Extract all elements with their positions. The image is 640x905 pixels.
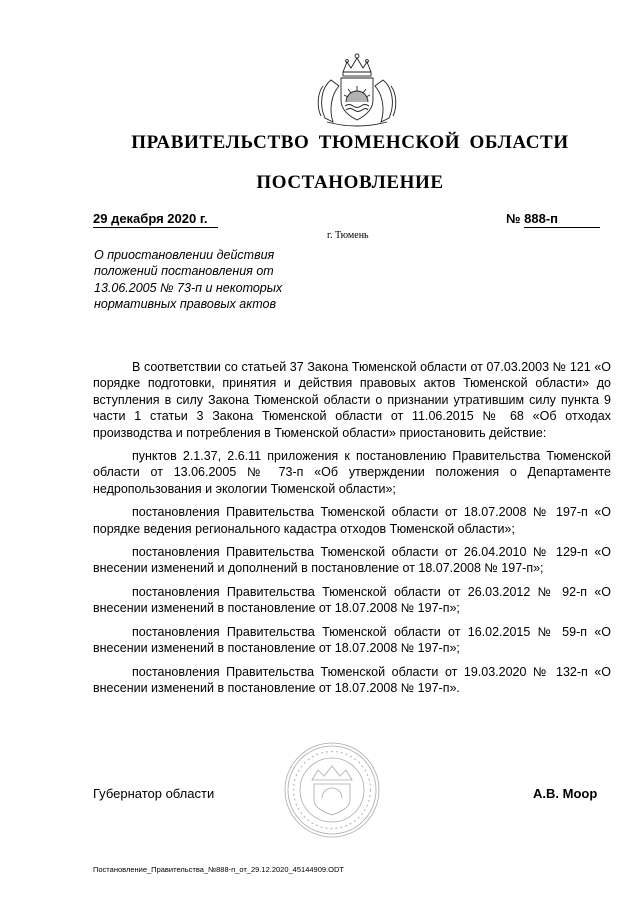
document-number [506, 211, 600, 228]
paragraph-intro: В соответствии со статьей 37 Закона Тюменской области от 07.03.2003 № 121 «О порядке подготовки, принятия и действия правовых актов Тюменской области» до вступления в силу Закона Тюменской области о признании утратившим силу пункта 9 части 1 статьи 3 Закона Тюменской области от 11.06.2015 № 68 «Об отходах производства и потребления в Тюменской области» приостановить действие: [93, 360, 611, 440]
number-sign: № [506, 211, 521, 226]
document-date: 29 декабря 2020 г. [93, 211, 218, 228]
paragraph-item: постановления Правительства Тюменской области от 26.04.2010 № 129-п «О внесении изменений и дополнений в постановление от 18.07.2008 № 197-п»; [93, 545, 611, 576]
official-seal-stamp [282, 740, 382, 840]
document-type-title: ПОСТАНОВЛЕНИЕ [256, 172, 444, 193]
document-city: г. Тюмень [327, 230, 369, 241]
paragraph-item: постановления Правительства Тюменской области от 19.03.2020 № 132-п «О внесении изменений в постановление от 18.07.2008 № 197-п». [93, 664, 611, 695]
number-value: 888-п [524, 211, 600, 228]
paragraph-item: постановления Правительства Тюменской области от 18.07.2008 № 197-п «О порядке ведения регионального кадастра отходов Тюменской области»; [93, 505, 611, 536]
paragraph-item: постановления Правительства Тюменской области от 16.02.2015 № 59-п «О внесении изменений в постановление от 18.07.2008 № 197-п»; [93, 624, 611, 656]
signer-name: А.В. Моор [533, 786, 598, 801]
document-body [93, 359, 611, 703]
coat-of-arms-emblem [313, 50, 401, 128]
file-name-footer: Постановление_Правительства_№888-п_от_29.12.2020_45144909.ODT [93, 865, 344, 874]
government-title: ПРАВИТЕЛЬСТВО ТЮМЕНСКОЙ ОБЛАСТИ [131, 132, 569, 153]
signer-position: Губернатор области [93, 786, 215, 801]
document-subject: О приостановлении действия положений постановления от 13.06.2005 № 73-п и некоторых нормативных правовых актов [94, 248, 283, 311]
paragraph-item: постановления Правительства Тюменской области от 26.03.2012 № 92-п «О внесении изменений в постановление от 18.07.2008 № 197-п»; [93, 584, 611, 616]
paragraph-item: пунктов 2.1.37, 2.6.11 приложения к постановлению Правительства Тюменской области от 13.06.2005 № 73-п «Об утверждении положения о Департаменте недропользования и экологии Тюменской области»; [93, 449, 611, 496]
